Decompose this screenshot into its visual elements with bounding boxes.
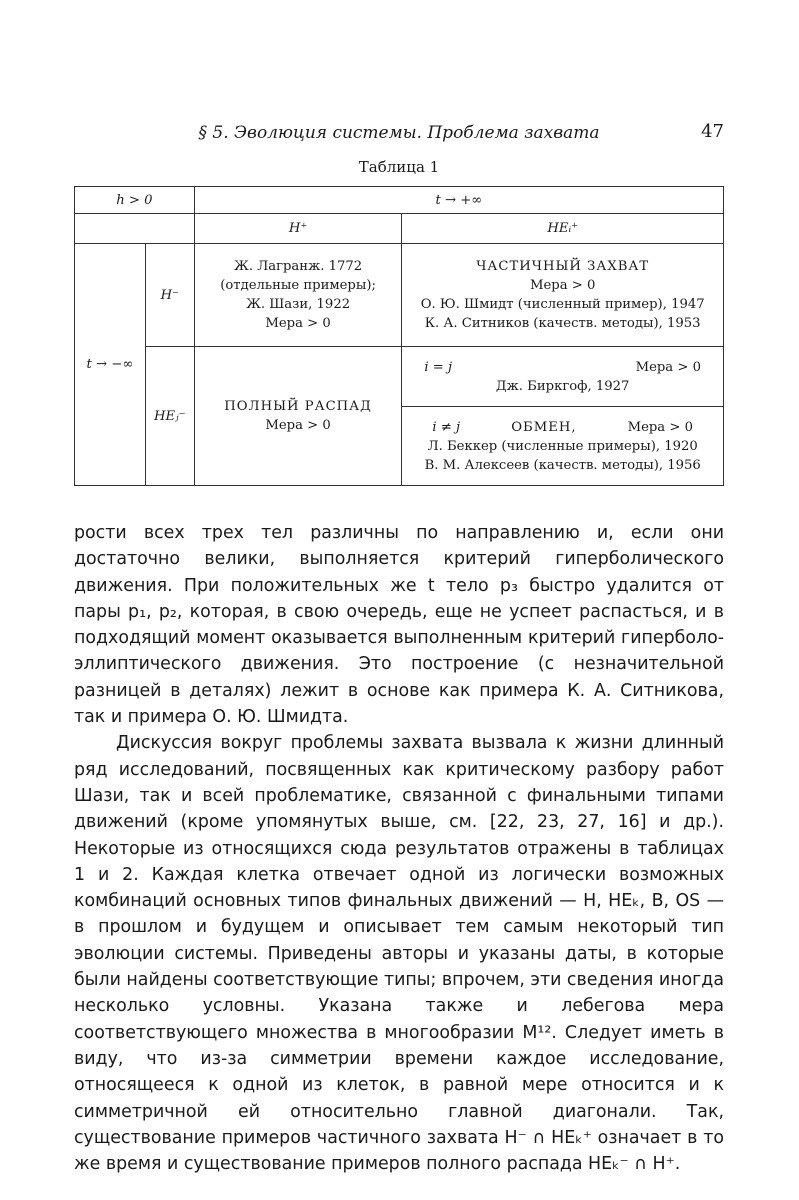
condition-label: i ≠ j	[432, 419, 461, 435]
cell-line: Мера > 0	[265, 316, 331, 331]
table-corner-cell: h > 0	[75, 187, 195, 214]
body-text	[74, 520, 724, 1177]
cell-line: Ж. Шази, 1922	[246, 297, 351, 312]
cell-measure: Мера > 0	[627, 419, 693, 435]
row-header-h: H⁻	[145, 244, 194, 347]
running-title: § 5. Эволюция системы. Проблема захвата	[198, 123, 600, 143]
cell-line: Л. Беккер (численные примеры), 1920	[427, 438, 698, 454]
future-header-cell: t → +∞	[194, 187, 723, 214]
cell-measure: Мера > 0	[529, 278, 596, 293]
cell-title: ОБМЕН,	[511, 419, 577, 435]
cell-he-he-equal	[402, 347, 724, 407]
cell-line: (отдельные примеры);	[220, 278, 376, 293]
cell-h-h	[194, 244, 402, 347]
row-header-he: HEⱼ⁻	[145, 347, 194, 486]
page-number: 47	[701, 121, 724, 142]
cell-he-h	[194, 347, 402, 486]
past-header-cell: t → −∞	[75, 244, 146, 486]
cell-line: О. Ю. Шмидт (численный пример), 1947	[420, 297, 705, 312]
table-caption: Таблица 1	[358, 158, 440, 176]
cell-title: ЧАСТИЧНЫЙ ЗАХВАТ	[476, 259, 650, 274]
paragraph: рости всех трех тел различны по направлению и, если они достаточно велики, выполняется критерий гиперболического движения. При положительных же t тело p₃ быстро удалится от пары p₁, p₂, которая, в свою очередь, еще не успеет распасться, и в подходящий момент оказывается выполненным критерий гиперболо-эллиптического движения. Это построение (с незначительной разницей в деталях) лежит в основе как примера К. А. Ситникова, так и примера О. Ю. Шмидта.	[74, 523, 724, 728]
cell-he-he-not-equal	[402, 407, 724, 486]
col-header-he: HEᵢ⁺	[402, 214, 724, 244]
cell-h-he	[402, 244, 724, 347]
cell-line: В. М. Алексеев (качеств. методы), 1956	[424, 457, 701, 473]
col-header-h: H⁺	[194, 214, 402, 244]
cell-title: ПОЛНЫЙ РАСПАД	[224, 399, 372, 414]
evolution-table	[74, 186, 724, 486]
running-header	[74, 120, 724, 146]
empty-header-cell	[75, 214, 195, 244]
cell-line: Дж. Биркгоф, 1927	[495, 378, 630, 394]
cell-line: К. А. Ситников (качеств. методы), 1953	[424, 316, 701, 331]
cell-line: Ж. Лагранж. 1772	[234, 259, 363, 274]
cell-measure: Мера > 0	[265, 418, 331, 433]
cell-measure: Мера > 0	[635, 359, 701, 375]
paragraph: Дискуссия вокруг проблемы захвата вызвала к жизни длинный ряд исследований, посвященных как критическому разбору работ Шази, так и всей проблематике, связанной с финальными типами движений (кроме упомянутых выше, см. [22, 23, 27, 16] и др.). Некоторые из относящихся сюда результатов отражены в таблицах 1 и 2. Каждая клетка отвечает одной из логически возможных комбинаций основных типов финальных движений — H, HEₖ, B, OS — в прошлом и будущем и описывает тем самым некоторый тип эволюции системы. Приведены авторы и указаны даты, в которые были найдены соответствующие типы; впрочем, эти сведения иногда несколько условны. Указана также и лебегова мера соответствующего множества в многообразии M¹². Следует иметь в виду, что из-за симметрии времени каждое исследование, относящееся к одной из клеток, в равной мере относится и к симметричной ей относительно главной диагонали. Так, существование примеров частичного захвата H⁻ ∩ HEₖ⁺ означает в то же время и существование примеров полного распада HEₖ⁻ ∩ H⁺.	[74, 733, 724, 1175]
condition-label: i = j	[424, 359, 453, 375]
